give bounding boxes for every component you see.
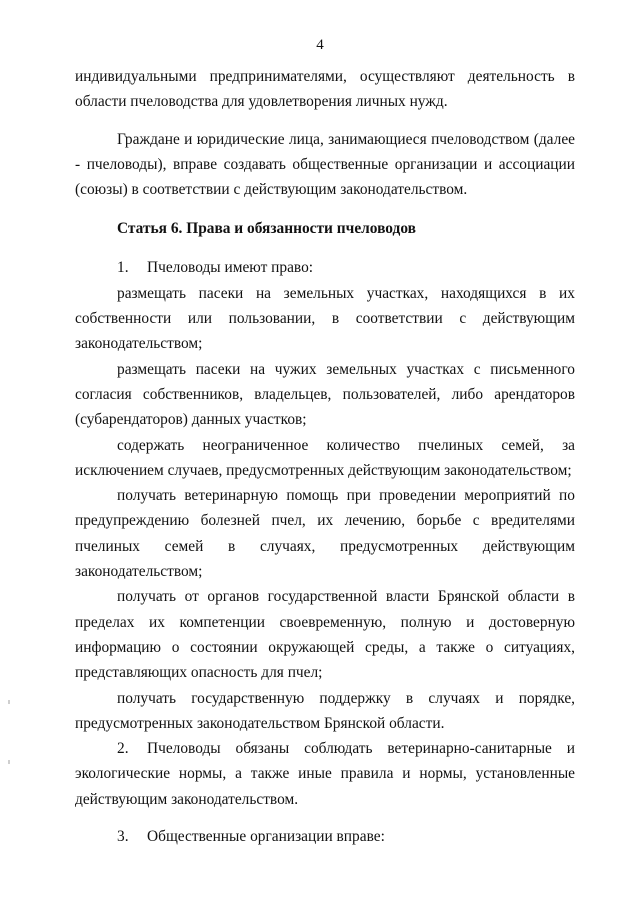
- item-2-number: 2.: [117, 740, 129, 758]
- item-3: [75, 824, 575, 849]
- document-body: [75, 64, 575, 849]
- margin-scan-mark: [8, 700, 10, 704]
- item-3-number: 3.: [117, 828, 129, 846]
- article-heading: Статья 6. Права и обязанности пчеловодов: [117, 220, 416, 238]
- page-number: 4: [316, 37, 324, 53]
- margin-scan-mark: [8, 760, 10, 764]
- right-1: размещать пасеки на земельных участках, находящихся в их собственности или пользовании, в соответствии с действующим законодательством;: [75, 284, 575, 353]
- right-5: получать от органов государственной власти Брянской области в пределах их компетенции своевременную, полную и достоверную информацию о состоянии окружающей среды, а также о ситуациях, представляющих опасность для пчел;: [75, 588, 575, 682]
- item-2-text: Пчеловоды обязаны соблюдать ветеринарно-санитарные и экологические нормы, а также иные правила и нормы, установленные действующим законодательством.: [75, 740, 575, 808]
- right-4: получать ветеринарную помощь при проведении мероприятий по предупреждению болезней пчел, их лечению, борьбе с вредителями пчелиных семей в случаях, предусмотренных действующим законодательством;: [75, 487, 575, 581]
- paragraph-associations: Граждане и юридические лица, занимающиеся пчеловодством (далее - пчеловоды), вправе создавать общественные организации и ассоциации (союзы) в соответствии с действующим законодательством.: [75, 130, 575, 199]
- paragraph-continuation: индивидуальными предпринимателями, осуществляют деятельность в области пчеловодства для удовлетворения личных нужд.: [75, 68, 575, 111]
- right-6: получать государственную поддержку в случаях и порядке, предусмотренных законодательством Брянской области.: [75, 689, 575, 732]
- item-3-text: Общественные организации вправе:: [147, 828, 385, 846]
- item-1-number: 1.: [117, 259, 129, 277]
- right-2: размещать пасеки на чужих земельных участках с письменного согласия собственников, владельцев, пользователей, либо арендаторов (субарендаторов) данных участков;: [75, 360, 575, 429]
- item-1-text: Пчеловоды имеют право:: [147, 259, 314, 277]
- right-3: содержать неограниченное количество пчелиных семей, за исключением случаев, предусмотренных действующим законодательством;: [75, 436, 575, 479]
- item-1: [75, 255, 575, 280]
- item-2: [75, 736, 575, 812]
